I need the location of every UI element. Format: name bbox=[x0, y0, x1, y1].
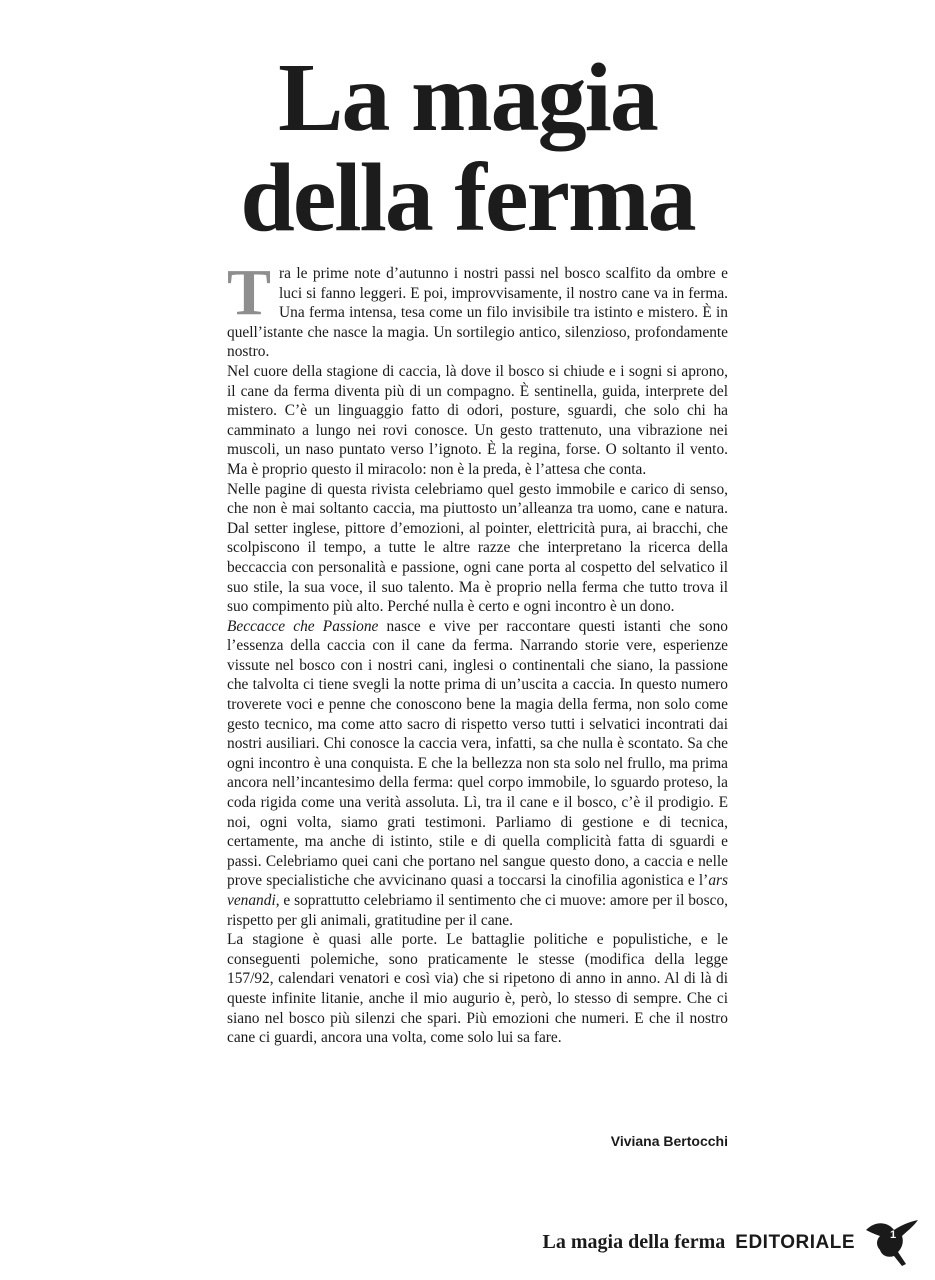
paragraph-1 bbox=[227, 256, 728, 362]
paragraph-4-end: , e soprattutto celebriamo il sentimento che ci muove: amore per il bosco, rispetto per gli animali, gratitudine per il cane. bbox=[227, 892, 728, 929]
paragraph-1-text: ra le prime note d’autunno i nostri passi nel bosco scalfito da ombre e luci si fanno leggeri. E poi, improvvisamente, il nostro cane va in ferma. Una ferma intensa, tesa come un filo invisibile tra istinto e mistero. È in quell’istante che nasce la magia. Un sortilegio antico, silenzioso, profondamente nostro. bbox=[227, 265, 728, 361]
article-body bbox=[227, 256, 728, 1048]
page-number: 1 bbox=[890, 1229, 897, 1241]
title-line-2: della ferma bbox=[240, 144, 695, 252]
magazine-name: Beccacce che Passione bbox=[227, 617, 379, 635]
paragraph-4 bbox=[227, 617, 728, 931]
page-title bbox=[0, 44, 935, 252]
title-line-1: La magia bbox=[278, 44, 657, 152]
latin-phrase: ars venandi bbox=[227, 872, 728, 909]
author-signature: Viviana Bertocchi bbox=[610, 1133, 728, 1149]
footer-title: La magia della ferma bbox=[542, 1231, 726, 1253]
paragraph-5: La stagione è quasi alle porte. Le battaglie politiche e populistiche, e le conseguenti polemiche, sono praticamente le stesse (modifica della legge 157/92, calendari venatori e così via) che si ripetono di anno in anno. Al di là di queste infinite litanie, anche il mio augurio è, però, lo stesso di sempre. Che ci siano nel bosco più silenzi che spari. Più emozioni che numeri. E che il nostro cane ci guardi, ancora una volta, come solo lui sa fare. bbox=[227, 931, 728, 1047]
woodcock-icon bbox=[862, 1216, 920, 1268]
page-footer bbox=[543, 1231, 855, 1254]
drop-cap: T bbox=[227, 256, 272, 329]
paragraph-2: Nel cuore della stagione di caccia, là dove il bosco si chiude e i sogni si aprono, il cane da ferma diventa più di un compagno. È sentinella, guida, interprete del mistero. C’è un linguaggio fatto di odori, posture, sguardi, che solo chi ha camminato a lungo nei rovi conosce. Un gesto trattenuto, una vibrazione nei muscoli, un naso puntato verso l’ignoto. È la regina, forse. O soltanto il vento. Ma è proprio questo il miracolo: non è la preda, è l’attesa che conta. bbox=[227, 362, 728, 478]
paragraph-4-text: nasce e vive per raccontare questi istanti che sono l’essenza della caccia con il cane da ferma. Narrando storie vere, esperienze vissute nel bosco con i nostri cani, inglesi o continentali che siano, la passione che talvolta ci tiene svegli la notte prima di un’uscita a caccia. In questo numero troverete voci e penne che conoscono bene la magia della ferma, non solo come gesto tecnico, ma come atto sacro di rispetto verso tutti i selvatici incontrati dai nostri ausiliari. Chi conosce la caccia vera, infatti, sa che nulla è scontato. Sa che ogni incontro è una conquista. E che la bellezza non sta solo nel frullo, ma prima ancora nell’incantesimo della ferma: quel corpo immobile, lo sguardo proteso, la coda rigida come una verità assoluta. Lì, tra il cane e il bosco, c’è il prodigio. E noi, ogni volta, siamo grati testimoni. Parliamo di gestione e di tecnica, certamente, ma anche di istinto, stile e di quella complicità fatta di sguardi e passi. Celebriamo quei cani che portano nel sangue questo dono, a caccia e nelle prove specialistiche che avvicinano quasi a toccarsi la cinofilia agonistica e l’ bbox=[227, 617, 728, 890]
footer-section: EDITORIALE bbox=[735, 1232, 855, 1253]
paragraph-3: Nelle pagine di questa rivista celebriamo quel gesto immobile e carico di senso, che non è mai soltanto caccia, ma piuttosto un’alleanza tra uomo, cane e natura. Dal setter inglese, pittore d’emozioni, al pointer, elettricità pura, ai bracchi, che scolpiscono il tempo, a tutte le altre razze che interpretano la ricerca della beccaccia con personalità e passione, ogni cane porta al cospetto del selvatico il suo stile, la sua voce, il suo talento. Ma è proprio nella ferma che tutto trova il suo compimento più alto. Perché nulla è certo e ogni incontro è un dono. bbox=[227, 480, 728, 616]
